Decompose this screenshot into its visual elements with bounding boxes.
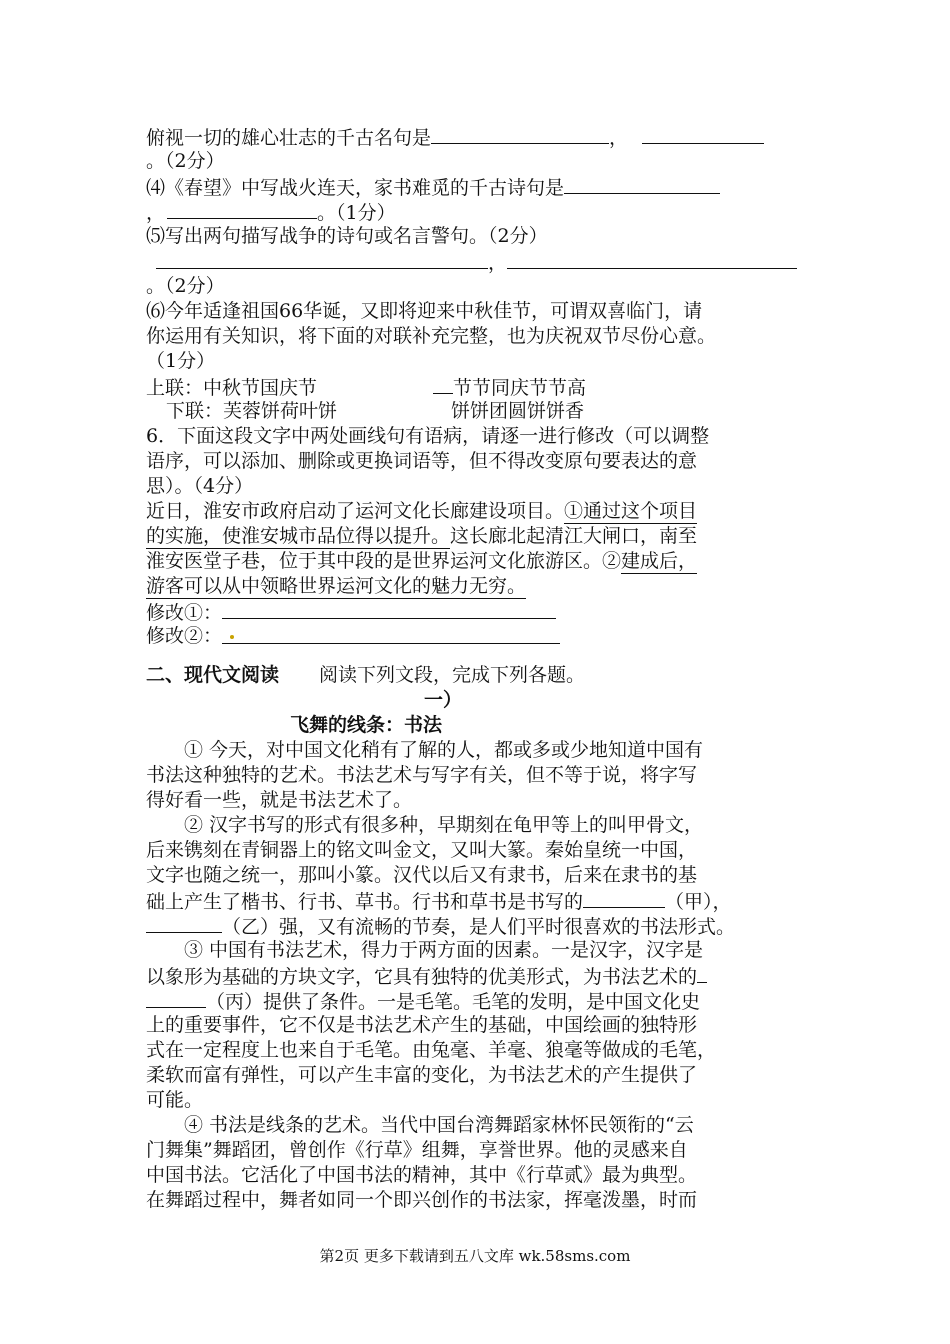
fix-1 — [146, 599, 816, 624]
blank-bing[interactable] — [146, 988, 206, 1008]
answer-blank[interactable] — [156, 249, 488, 269]
couplet-lower-tail: 饼饼团圆饼饼香 — [451, 400, 585, 422]
answer-blank[interactable] — [167, 199, 317, 219]
q4-end: 。（1分） — [317, 202, 396, 224]
comma: ， — [609, 127, 629, 149]
couplet-upper — [146, 374, 816, 399]
passage-text: 淮安医堂子巷，位于其中段的是世界运河文化旅游区。② — [146, 550, 622, 572]
answer-blank[interactable] — [564, 174, 720, 194]
para2-text: （乙）强，又有流畅的节奏，是人们平时很喜欢的书法形式。 — [222, 916, 736, 938]
para3-text: （丙）提供了条件。一是毛笔。毛笔的发明，是中国文化史 — [206, 991, 701, 1013]
q6-line3: （1分） — [146, 350, 216, 372]
answer-blank[interactable] — [433, 374, 453, 394]
passage-text: 这长廊北起清江大闸口，南至 — [450, 525, 698, 547]
fix-1-blank[interactable] — [222, 599, 556, 619]
couplet-lower-label: 下联：芙蓉饼荷叶饼 — [166, 400, 338, 422]
fix-1-label: 修改①： — [146, 602, 223, 624]
para3-line: 式在一定程度上也来自于毛笔。由兔毫、羊毫、狼毫等做成的毛笔， — [146, 1039, 717, 1061]
fix-2 — [146, 624, 816, 649]
answer-blank[interactable] — [642, 124, 764, 144]
comma: ， — [488, 252, 508, 274]
couplet-upper-label: 上联：中秋节国庆节 — [146, 377, 318, 399]
para3-line: ③ 中国有书法艺术，得力于两方面的因素。一是汉字，汉字是 — [184, 939, 704, 961]
para2-line: 后来镌刻在青铜器上的铭文叫金文，又叫大篆。秦始皇统一中国， — [146, 839, 698, 861]
para4-line: 门舞集”舞蹈团，曾创作《行草》组舞，享誉世界。他的灵感来自 — [146, 1139, 688, 1161]
q3-text: 俯视一切的雄心壮志的千古名句是 — [146, 127, 432, 149]
para1-line: ① 今天，对中国文化稍有了解的人，都或多或少地知道中国有 — [184, 739, 704, 761]
spacer — [317, 375, 433, 394]
passage-line1 — [146, 499, 816, 524]
blank-yi[interactable] — [146, 913, 222, 933]
fix-2-label: 修改②： — [146, 625, 223, 647]
para4-line: 中国书法。它活化了中国书法的精神，其中《行草贰》最为典型。 — [146, 1164, 698, 1186]
para3-line: 柔软而富有弹性，可以产生丰富的变化，为书法艺术的产生提供了 — [146, 1064, 698, 1086]
answer-blank[interactable] — [431, 124, 609, 144]
q4-line2 — [146, 199, 816, 224]
passage-line2 — [146, 524, 816, 549]
q3-line2: 。（2分） — [146, 150, 225, 172]
page-footer: 第2页 更多下载请到五八文库 wk.58sms.com — [319, 1247, 631, 1265]
couplet-lower — [146, 399, 816, 424]
para2-line: 文字也随之统一，那叫小篆。汉代以后又有隶书，后来在隶书的基 — [146, 864, 698, 886]
couplet-upper-tail: 节节同庆节节高 — [453, 377, 587, 399]
fix-2-blank[interactable] — [222, 624, 560, 644]
underlined-sentence-2: 游客可以从中领略世界运河文化的魅力无穷。 — [146, 575, 527, 597]
q4-text: ⑷《春望》中写战火连天，家书难觅的千古诗句是 — [146, 177, 565, 199]
q5-line2 — [146, 249, 816, 274]
para2-line — [146, 913, 816, 938]
q4-line1 — [146, 174, 816, 199]
para3-text: 以象形为基础的方块文字，它具有独特的优美形式，为书法艺术的 — [146, 966, 698, 988]
q3-line1 — [146, 124, 816, 149]
para3-line — [146, 988, 816, 1013]
underlined-sentence-1: ①通过这个项目 — [564, 500, 698, 522]
para1-line: 得好看一些，就是书法艺术了。 — [146, 789, 413, 811]
q5-line1: ⑸写出两句描写战争的诗句或名言警句。（2分） — [146, 225, 548, 247]
q6-line1: ⑹今年适逢祖国66华诞，又即将迎来中秋佳节，可谓双喜临门，请 — [146, 300, 703, 322]
q5-line3: 。（2分） — [146, 275, 225, 297]
passage-line3 — [146, 549, 816, 574]
blank-bing[interactable] — [697, 963, 707, 983]
para3-line — [146, 963, 816, 988]
q-six-line2: 语序，可以添加、删除或更换词语等，但不得改变原句要表达的意 — [146, 450, 698, 472]
para4-line: 在舞蹈过程中，舞者如同一个即兴创作的书法家，挥毫泼墨，时而 — [146, 1189, 698, 1211]
dot-mark — [230, 635, 234, 639]
section2-instruction: 阅读下列文段，完成下列各题。 — [319, 664, 586, 686]
para2-line: ② 汉字书写的形式有很多种，早期刻在龟甲等上的叫甲骨文， — [184, 814, 704, 836]
comma: ， — [146, 202, 166, 224]
section2-title: 二、现代文阅读 — [146, 664, 280, 686]
q-six-line1: 6．下面这段文字中两处画线句有语病，请逐一进行修改（可以调整 — [146, 425, 710, 447]
mark-jia: （甲）， — [665, 891, 732, 913]
para3-line: 可能。 — [146, 1089, 204, 1111]
answer-blank[interactable] — [507, 249, 797, 269]
document-body — [146, 124, 816, 1213]
article-title: 飞舞的线条：书法 — [290, 714, 443, 736]
para2-text: 础上产生了楷书、行书、草书。行书和草书是书写的 — [146, 891, 584, 913]
q-six-line3: 思）。（4分） — [146, 475, 254, 497]
underlined-sentence-1: 的实施，使淮安城市品位得以提升。 — [146, 525, 451, 547]
blank-jia[interactable] — [583, 888, 665, 908]
para2-line — [146, 888, 816, 913]
spacer — [146, 649, 816, 663]
section2-heading — [146, 663, 816, 688]
subsection-label: 一） — [424, 689, 463, 711]
para1-line: 书法这种独特的艺术。书法艺术与写字有关，但不等于说，将字写 — [146, 764, 698, 786]
passage-line4 — [146, 574, 816, 599]
para3-line: 上的重要事件，它不仅是书法艺术产生的基础，中国绘画的独特形 — [146, 1014, 698, 1036]
para4-line: ④ 书法是线条的艺术。当代中国台湾舞蹈家林怀民领衔的“云 — [184, 1114, 694, 1136]
underlined-sentence-2: 建成后， — [621, 550, 698, 572]
q6-line2: 你运用有关知识，将下面的对联补充完整，也为庆祝双节尽份心意。 — [146, 325, 717, 347]
passage-text: 近日，淮安市政府启动了运河文化长廊建设项目。 — [146, 500, 565, 522]
